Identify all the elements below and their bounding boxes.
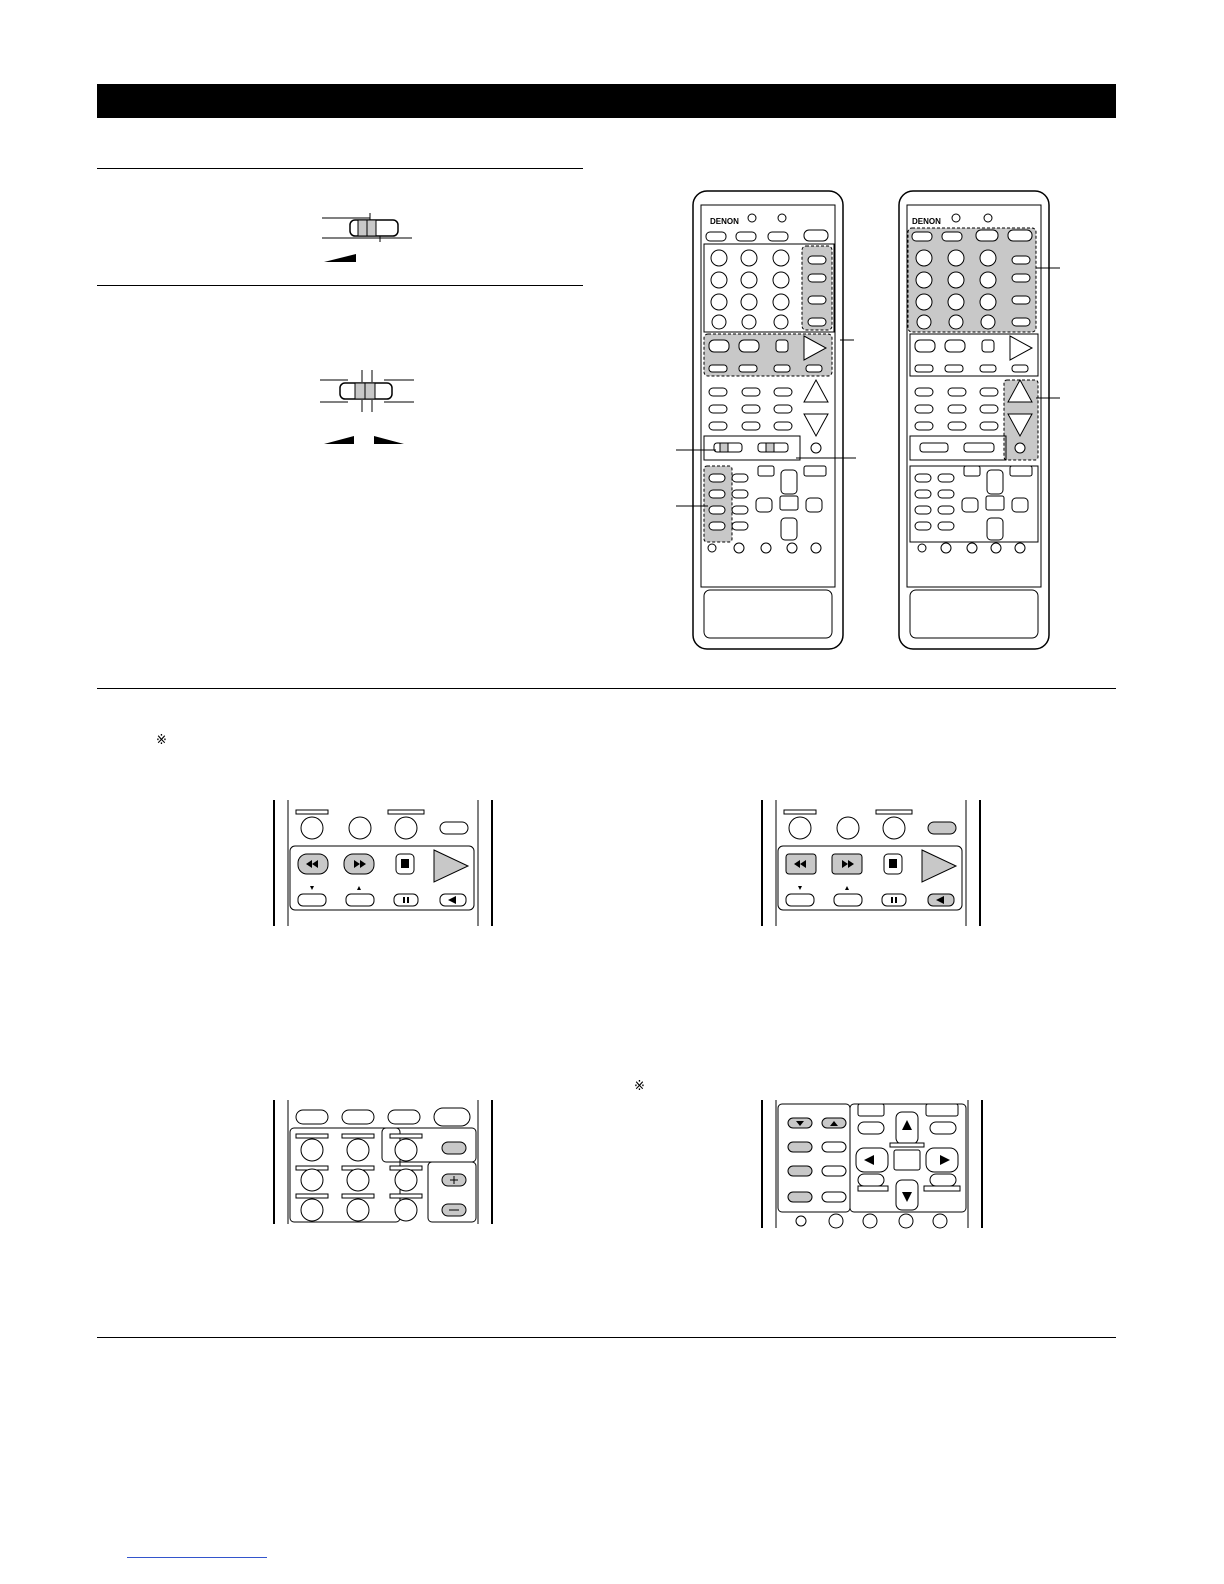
- brand-logo: DENON: [710, 217, 739, 226]
- section-rule-1: [97, 168, 583, 169]
- play-icon: [434, 850, 468, 882]
- note-mark: ※: [634, 1079, 645, 1094]
- play-icon: [922, 850, 956, 882]
- skip-forward-icon: [834, 894, 862, 906]
- header-bar: [97, 84, 1116, 118]
- transport-keys-detail-1: [272, 800, 496, 928]
- section-rule-4: [97, 1337, 1116, 1338]
- brand-logo: DENON: [912, 217, 941, 226]
- skip-back-icon: [298, 894, 326, 906]
- callout-lines: [1036, 264, 1066, 404]
- remote-control-right: [898, 190, 1050, 650]
- input-keys-detail: [272, 1100, 496, 1226]
- slide-switch-icon: [318, 368, 418, 446]
- slide-switch-icon: [320, 210, 420, 270]
- footnote-rule: [127, 1557, 267, 1558]
- skip-back-icon: [786, 894, 814, 906]
- skip-forward-icon: [346, 894, 374, 906]
- pause-icon: [394, 894, 418, 906]
- cursor-keys-detail: [760, 1100, 986, 1230]
- section-rule-2: [97, 285, 583, 286]
- section-rule-3: [97, 688, 1116, 689]
- note-mark: ※: [156, 733, 167, 748]
- pause-icon: [882, 894, 906, 906]
- transport-keys-detail-2: [760, 800, 984, 928]
- callout-lines: [676, 330, 866, 520]
